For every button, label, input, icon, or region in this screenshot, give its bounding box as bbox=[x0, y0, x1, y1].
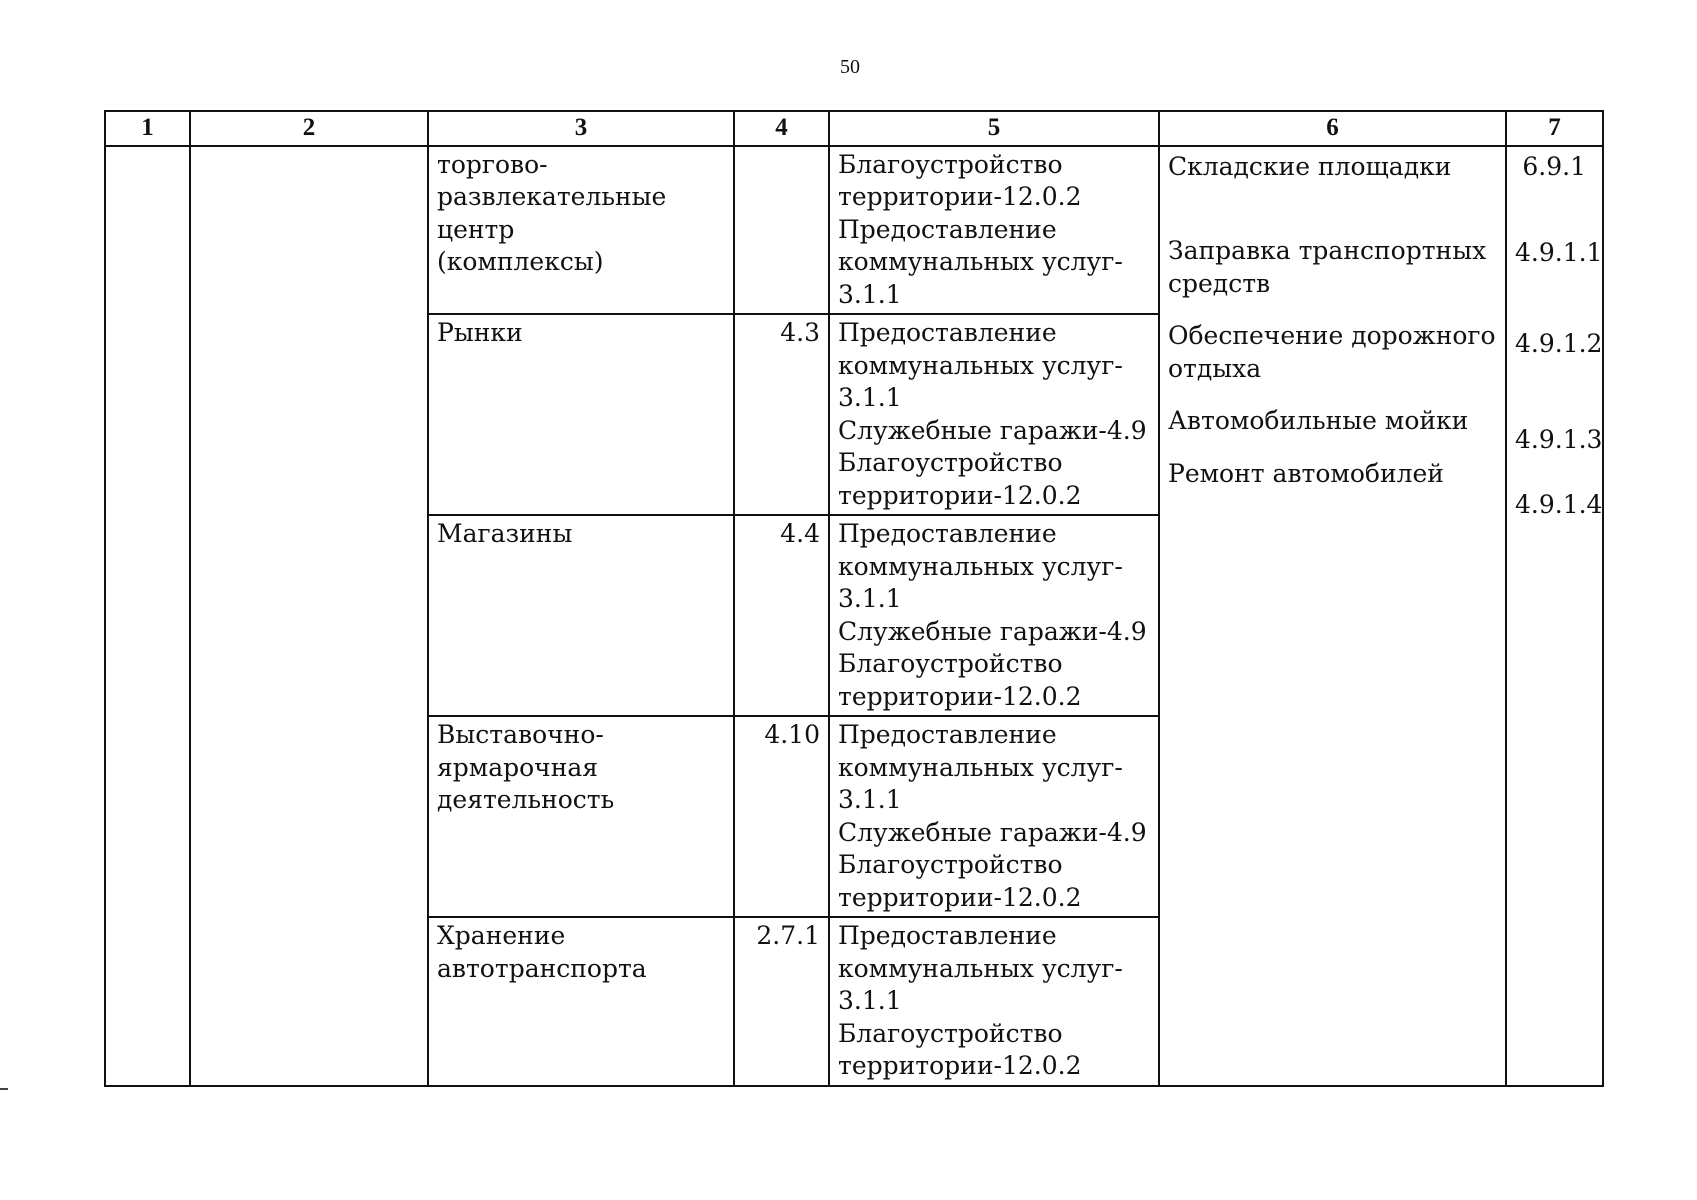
related-uses: Предоставление коммунальных услуг- 3.1.1 Служебные гаражи-4.9 Благоустройство территории-12.0.2 bbox=[838, 318, 1147, 510]
related-uses-cell bbox=[829, 314, 1159, 515]
use-name: Рынки bbox=[437, 318, 523, 347]
document-table bbox=[104, 110, 1604, 1087]
related-uses: Благоустройство территории-12.0.2 Предоставление коммунальных услуг- 3.1.1 bbox=[838, 149, 1123, 309]
auxiliary-uses-cell bbox=[1159, 146, 1506, 1086]
column-header-6: 6 bbox=[1159, 111, 1506, 146]
use-code-cell bbox=[734, 314, 829, 515]
auxiliary-use-code: 4.9.1.4 bbox=[1515, 489, 1603, 519]
related-uses: Предоставление коммунальных услуг- 3.1.1 Благоустройство территории-12.0.2 bbox=[838, 921, 1123, 1080]
auxiliary-codes-cell bbox=[1506, 146, 1603, 1086]
use-code: 4.3 bbox=[780, 318, 820, 347]
page-number: 50 bbox=[840, 56, 860, 78]
use-code: 4.10 bbox=[764, 720, 820, 749]
related-uses-cell bbox=[829, 716, 1159, 917]
use-code-cell bbox=[734, 716, 829, 917]
use-name-cell bbox=[428, 917, 734, 1086]
use-code: 2.7.1 bbox=[756, 921, 820, 950]
column-1-cell bbox=[105, 146, 190, 1086]
auxiliary-use-name: Обеспечение дорожного отдыха bbox=[1168, 321, 1496, 383]
auxiliary-use-name: Ремонт автомобилей bbox=[1168, 458, 1444, 488]
related-uses-cell bbox=[829, 515, 1159, 716]
use-name: Магазины bbox=[437, 519, 573, 548]
column-2-cell bbox=[190, 146, 428, 1086]
use-name-cell bbox=[428, 716, 734, 917]
auxiliary-use-code: 4.9.1.2 bbox=[1515, 328, 1603, 358]
related-uses-cell bbox=[829, 917, 1159, 1086]
use-code-cell bbox=[734, 146, 829, 315]
scan-margin-mark bbox=[0, 1088, 8, 1090]
auxiliary-use-code: 4.9.1.1 bbox=[1515, 238, 1603, 267]
related-uses: Предоставление коммунальных услуг- 3.1.1 Служебные гаражи-4.9 Благоустройство территории-12.0.2 bbox=[838, 519, 1147, 711]
table-row bbox=[105, 146, 1603, 315]
use-name-cell bbox=[428, 146, 734, 315]
column-header-1: 1 bbox=[105, 111, 190, 146]
use-code-cell bbox=[734, 917, 829, 1086]
use-name-cell bbox=[428, 314, 734, 515]
use-code-cell bbox=[734, 515, 829, 716]
column-header-5: 5 bbox=[829, 111, 1159, 146]
auxiliary-use-code: 4.9.1.3 bbox=[1515, 425, 1603, 454]
use-name-cell bbox=[428, 515, 734, 716]
related-uses: Предоставление коммунальных услуг- 3.1.1 Служебные гаражи-4.9 Благоустройство территории-12.0.2 bbox=[838, 720, 1147, 912]
column-header-7: 7 bbox=[1506, 111, 1603, 146]
column-header-4: 4 bbox=[734, 111, 829, 146]
auxiliary-use-code: 6.9.1 bbox=[1522, 151, 1586, 181]
column-header-3: 3 bbox=[428, 111, 734, 146]
auxiliary-use-name: Автомобильные мойки bbox=[1168, 406, 1469, 435]
use-name: торгово- развлекательные центр (комплексы) bbox=[437, 149, 667, 276]
auxiliary-use-name: Заправка транспортных средств bbox=[1168, 236, 1487, 298]
use-name: Выставочно- ярмарочная деятельность bbox=[437, 720, 615, 814]
use-code: 4.4 bbox=[780, 519, 820, 548]
column-header-2: 2 bbox=[190, 111, 428, 146]
auxiliary-use-name: Складские площадки bbox=[1168, 151, 1452, 181]
header-row bbox=[105, 111, 1603, 146]
use-name: Хранение автотранспорта bbox=[437, 921, 647, 983]
related-uses-cell bbox=[829, 146, 1159, 315]
